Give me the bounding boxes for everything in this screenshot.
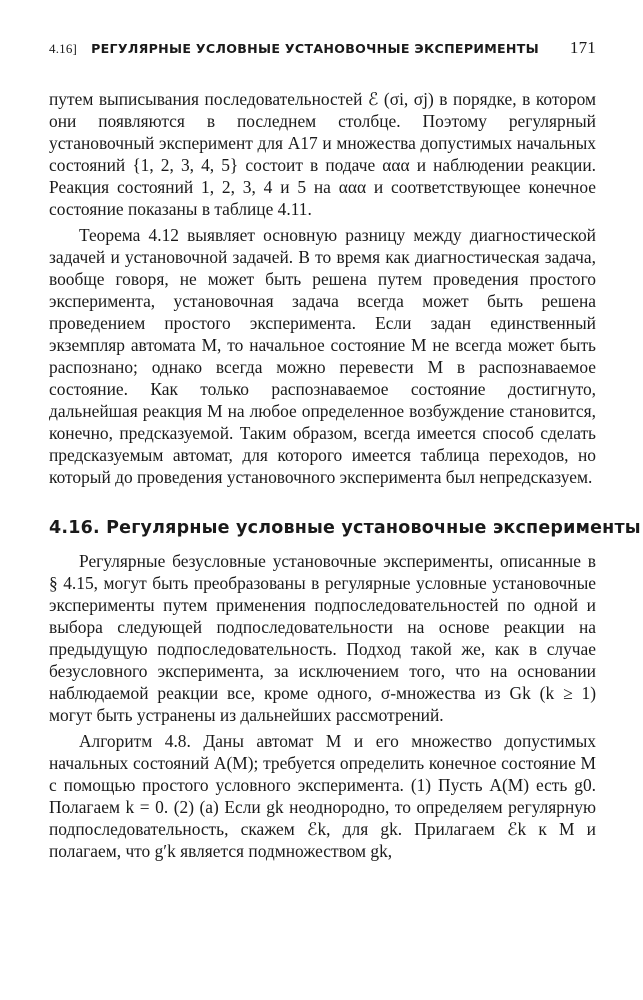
paragraph-algorithm: Алгоритм 4.8. Даны автомат M и его множество допустимых начальных состояний A(M); требуется определить конечное состояние M с помощью простого условного эксперимента. (1) Пусть A(M) есть g0. Полагаем k = 0. (2) (a) Если gk неоднородно, то определяем регулярную подпоследовательность, скажем ℰk, для gk. Прилагаем ℰk к M и полагаем, что g′k является подмножеством gk, [49, 731, 596, 861]
page-number: 171 [569, 38, 596, 57]
header-title: РЕГУЛЯРНЫЕ УСЛОВНЫЕ УСТАНОВОЧНЫЕ ЭКСПЕРИМЕНТЫ [91, 41, 540, 56]
paragraph-theorem-discussion: Теорема 4.12 выявляет основную разницу между диагностической задачей и установочной задачей. В то время как диагностическая задача, вообще говоря, не может быть решена путем проведения простого эксперимента, установочная задача всегда может быть решена проведением простого эксперимента. Если задан единственный экземпляр автомата M, то начальное состояние M не всегда может быть распознано; однако всегда можно перевести M в распознаваемое состояние. Как только распознаваемое состояние достигнуто, дальнейшая реакция M на любое определенное возбуждение становится, конечно, предсказуемой. Таким образом, всегда имеется способ сделать предсказуемым автомат, для которого имеется таблица переходов, но который до проведения установочного эксперимента был непредсказуем. [49, 225, 596, 487]
paragraph-section-intro: Регулярные безусловные установочные эксперименты, описанные в § 4.15, могут быть преобразованы в регулярные условные установочные эксперименты путем применения подпоследовательностей по одной и выбора следующей подпоследовательности на основе реакции на предыдущую подпоследовательность. Подход такой же, как в случае безусловного эксперимента, за исключением того, что на основании наблюдаемой реакции все, кроме одного, σ-множества из Gk (k ≥ 1) могут быть устранены из дальнейших рассмотрений. [49, 551, 596, 725]
paragraph-continuation: путем выписывания последовательностей ℰ (σi, σj) в порядке, в котором они появляются в последнем столбце. Поэтому регулярный установочный эксперимент для A17 и множества допустимых начальных состояний {1, 2, 3, 4, 5} состоит в подаче ααα и наблюдении реакции. Реакция состояний 1, 2, 3, 4 и 5 на ααα и соответствующее конечное состояние показаны в таблице 4.11. [49, 89, 596, 219]
header-section-ref: 4.16] [49, 41, 78, 56]
section-heading: 4.16. Регулярные условные установочные эксперименты [49, 518, 641, 538]
running-header [49, 38, 596, 58]
page-body [49, 88, 641, 862]
